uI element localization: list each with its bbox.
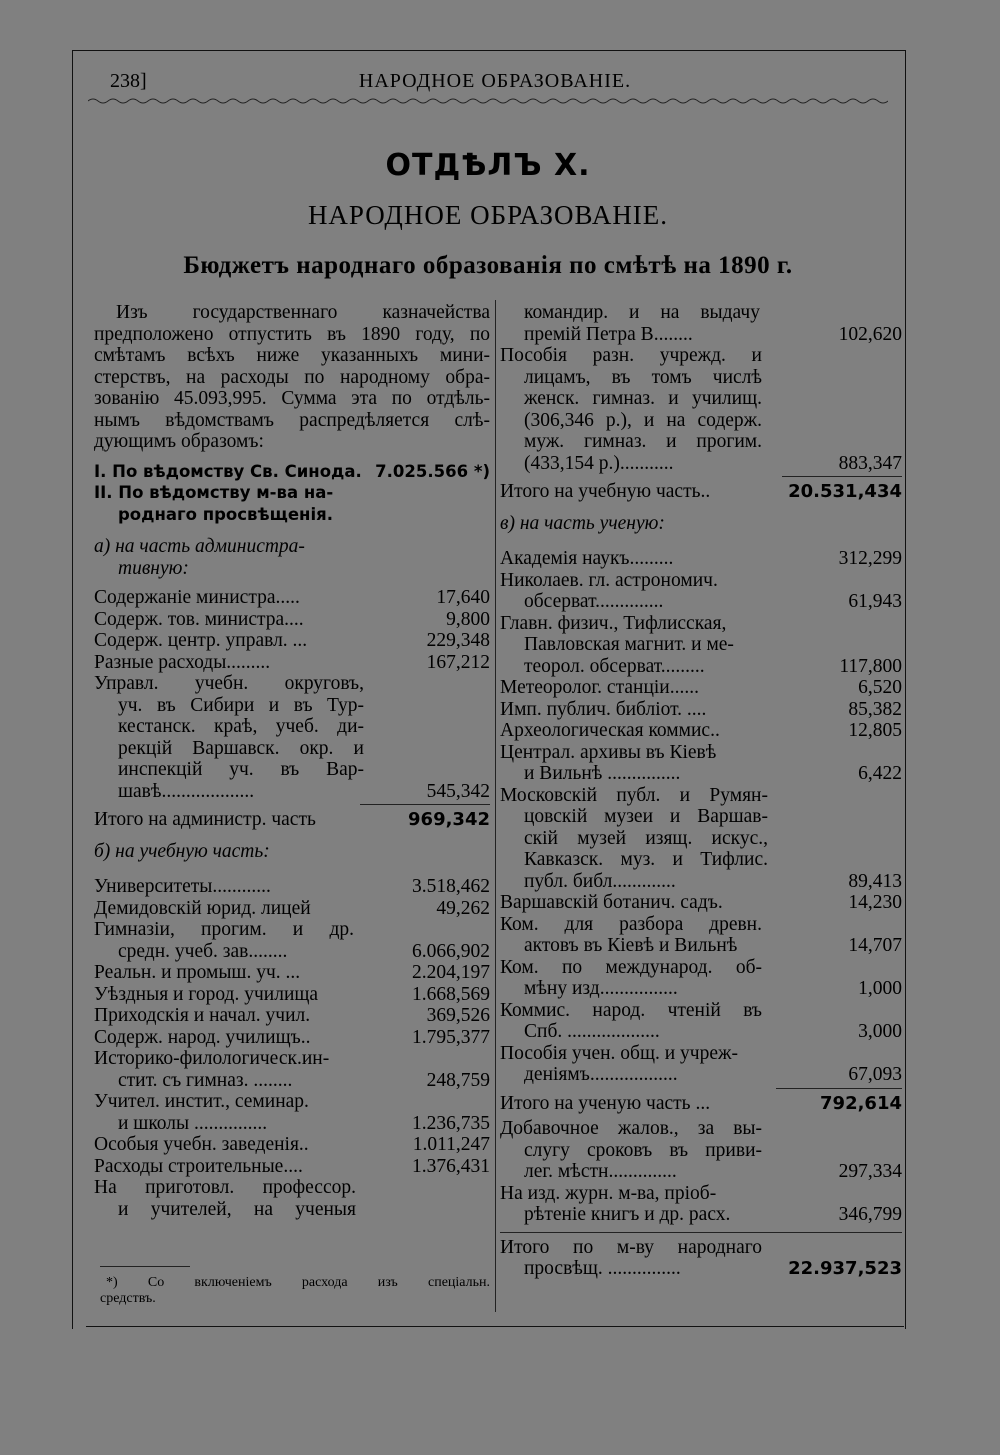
page-frame-bottom [86, 1326, 904, 1327]
admin-total-row [94, 809, 490, 831]
mosk-entry [500, 785, 768, 871]
intro-line: Изъ государственнаго казначейства [116, 302, 490, 323]
section-subtitle: НАРОДНОЕ ОБРАЗОВАНІЕ. [307, 200, 669, 230]
budget-row [500, 978, 902, 1000]
ministry-label-line: II. По вѣдомству м-ва на- [94, 483, 334, 502]
budget-row [94, 1113, 490, 1135]
budget-row [94, 1027, 490, 1049]
entry-line: женск. гимназ. и училищ. [524, 388, 762, 409]
row-label: актовъ въ Кіевѣ и Вильнѣ [524, 935, 738, 956]
sci-heading: в) на часть ученую: [500, 512, 665, 534]
row-label: Расходы строительные.... [94, 1155, 303, 1177]
row-value: 117,800 [839, 655, 902, 677]
edu-total-row [500, 481, 902, 503]
entry-line: командир. и на выдачу [524, 302, 760, 323]
row-label: Содерж. тов. министра.... [94, 608, 304, 630]
entry-line: инспекцій уч. въ Вар- [118, 759, 364, 780]
row-label: лег. мѣстн.............. [524, 1161, 677, 1182]
right-column [500, 302, 902, 1280]
entry-line: (306,346 р.), и на содерж. [524, 409, 762, 431]
row-label: шавѣ................... [118, 780, 255, 802]
row-value: 3,000 [858, 1021, 902, 1042]
row-value: 85,382 [848, 698, 902, 720]
budget-row [500, 656, 902, 678]
row-label: Археологическая коммис.. [500, 720, 720, 741]
row-label: Университеты............ [94, 876, 271, 897]
row-label: средн. учеб. зав........ [118, 940, 288, 962]
row-value: 17,640 [436, 587, 490, 608]
total-label: Итого на ученую часть ... [500, 1092, 711, 1114]
grand-total-value: 22.937,523 [788, 1258, 902, 1279]
row-value: 312,299 [838, 548, 902, 569]
row-value: 14,707 [848, 935, 902, 956]
footnote [100, 1275, 490, 1307]
synod-label: I. По вѣдомству Св. Синода. [94, 461, 362, 481]
synod-value: 7.025.566 *) [375, 461, 490, 481]
admin-heading-line: а) на часть администра- [94, 536, 305, 557]
row-value: 883,347 [838, 452, 902, 474]
row-label: Реальн. и промыш. уч. ... [94, 962, 301, 983]
intro-line: смѣтамъ всѣхъ ниже указанныхъ мини- [94, 345, 490, 366]
row-value: 3.518,462 [412, 876, 490, 897]
row-value: 102,620 [838, 323, 902, 345]
budget-row [500, 1204, 902, 1226]
entry-line: На приготовл. профессор. [94, 1177, 356, 1198]
row-label: Спб. ................... [524, 1021, 660, 1042]
entry-line: Историко-филологическ.ин- [94, 1048, 330, 1069]
intro-line: предположено отпустить въ 1890 году, по [94, 323, 490, 345]
total-label: просвѣщ. ............... [524, 1258, 681, 1279]
left-column [94, 302, 490, 1220]
intro-line: зованію 45.093,995. Сумма эта по отдѣль- [94, 388, 490, 409]
budget-row [500, 1021, 902, 1043]
row-value: 1.376,431 [412, 1155, 490, 1177]
entry-line: Кавказск. муз. и Тифлис. [524, 849, 768, 870]
row-label: мѣну изд................ [524, 978, 678, 999]
row-label: Приходскія и начал. учил. [94, 1005, 311, 1026]
row-value: 6,422 [858, 763, 902, 784]
entry-line: Московскій публ. и Румян- [500, 784, 768, 806]
budget-row [500, 935, 902, 957]
row-value: 12,805 [848, 720, 902, 741]
entry-line: Пособія разн. учрежд. и [500, 345, 762, 366]
budget-row [94, 587, 490, 609]
row-label: Уѣздныя и город. училища [94, 983, 319, 1005]
row-value: 2.204,197 [412, 962, 490, 983]
entry-line: скій музей изящ. искус., [524, 827, 768, 849]
budget-row [94, 876, 490, 898]
budget-row [500, 763, 902, 785]
row-label: Особыя учебн. заведенія.. [94, 1134, 309, 1155]
total-value: 20.531,434 [788, 481, 902, 502]
row-value: 67,093 [848, 1064, 902, 1085]
page-number: 238] [110, 70, 147, 92]
row-label: стит. съ гимназ. ........ [118, 1069, 293, 1091]
row-value: 9,800 [446, 608, 490, 630]
entry-line: цовскій музеи и Варшав- [524, 806, 768, 827]
sum-rule [776, 1088, 902, 1089]
row-label: Содерж. центр. управл. ... [94, 630, 308, 651]
entry-line: Централ. архивы въ Кіевѣ [500, 741, 717, 763]
ministry-label-line: роднаго просвѣщенія. [118, 505, 333, 524]
budget-row [94, 609, 490, 631]
row-value: 1.011,247 [412, 1134, 490, 1155]
row-value: 1,000 [858, 978, 902, 999]
budget-row [500, 677, 902, 699]
budget-row [94, 984, 490, 1006]
row-label: Варшавскій ботанич. садъ. [500, 892, 723, 913]
sum-rule [360, 804, 490, 805]
row-label: (433,154 р.)........... [524, 452, 674, 474]
budget-row [500, 591, 902, 613]
budget-row [500, 453, 902, 475]
footnote-rule [100, 1266, 190, 1267]
entry-line: Добавочное жалов., за вы- [500, 1118, 762, 1139]
total-label: Итого на учебную часть.. [500, 481, 711, 502]
row-label: Демидовскій юрид. лицей [94, 897, 311, 919]
row-label: и Вильнѣ ............... [524, 763, 681, 784]
okrug-entry [94, 673, 364, 781]
row-label: премій Петра В........ [524, 323, 693, 345]
budget-row [94, 1005, 490, 1027]
budget-row [500, 720, 902, 742]
entry-line: и учителей, на ученыя [118, 1198, 356, 1220]
section-title: ОТДѢЛЪ X. [385, 148, 591, 183]
entry-line: Гимназіи, прогим. и др. [94, 919, 354, 940]
budget-row [94, 1070, 490, 1092]
budget-row [94, 1156, 490, 1178]
entry-line: Ком. по международ. об- [500, 956, 762, 978]
budget-row [94, 941, 490, 963]
admin-heading-line: тивную: [118, 557, 189, 579]
row-value: 346,799 [838, 1204, 902, 1225]
intro-paragraph [94, 302, 490, 453]
budget-row [94, 1134, 490, 1156]
entry-line: муж. гимназ. и прогим. [524, 431, 762, 452]
synod-row [94, 461, 490, 483]
entry-line: лицамъ, въ томъ числѣ [524, 366, 762, 388]
total-label: Итого на администр. часть [94, 809, 316, 830]
footnote-line: средствъ. [100, 1291, 156, 1306]
row-label: обсерват.............. [524, 591, 664, 612]
column-divider [495, 300, 496, 1312]
budget-row [94, 630, 490, 652]
row-value: 1.236,735 [412, 1112, 490, 1134]
entry-line: Николаев. гл. астрономич. [500, 569, 718, 591]
row-label: Разные расходы......... [94, 651, 271, 673]
budget-row [500, 548, 902, 570]
budget-row [500, 892, 902, 914]
row-value: 6,520 [858, 677, 902, 698]
row-value: 297,334 [838, 1161, 902, 1182]
row-label: и школы ............... [118, 1112, 268, 1134]
admin-heading [94, 536, 490, 579]
row-value: 248,759 [426, 1069, 490, 1091]
budget-row [500, 871, 902, 893]
ornamental-wavy-rule [88, 96, 888, 106]
budget-row [94, 652, 490, 674]
row-value: 167,212 [426, 651, 490, 673]
running-title: НАРОДНОЕ ОБРАЗОВАНІЕ. [358, 70, 632, 92]
entry-line: уч. въ Сибири и въ Тур- [118, 694, 364, 716]
entry-line: слугу сроковъ въ приви- [524, 1139, 762, 1161]
row-label: Содерж. народ. училищъ.. [94, 1026, 311, 1048]
grand-total-label: Итого по м-ву народнаго [500, 1236, 762, 1258]
row-value: 1.668,569 [412, 983, 490, 1005]
running-head [110, 70, 880, 94]
row-label: деніямъ.................. [524, 1064, 678, 1085]
row-label: Содержаніе министра..... [94, 587, 300, 608]
sci-total-row [500, 1093, 902, 1115]
posob-entry [500, 345, 762, 453]
entry-line: Управл. учебн. округовъ, [94, 673, 364, 694]
entry-line: рекцій Варшавск. окр. и [118, 737, 364, 759]
entry-line: кестанск. краѣ, учеб. ди- [118, 716, 364, 737]
total-value: 969,342 [408, 809, 490, 830]
budget-row [94, 898, 490, 920]
row-label: Имп. публич. библіот. .... [500, 698, 707, 720]
row-label: теорол. обсерват......... [524, 655, 705, 677]
budget-row [94, 781, 490, 803]
budget-row [500, 1064, 902, 1086]
intro-line: стерствъ, на расходы по народному обра- [94, 366, 490, 388]
entry-line: Пособія учен. общ. и учреж- [500, 1042, 738, 1064]
grand-total-row [500, 1258, 902, 1280]
row-value: 6.066,902 [412, 940, 490, 962]
entry-line: Учител. инстит., семинар. [94, 1091, 309, 1112]
entry-line: Коммис. народ. чтеній въ [500, 999, 762, 1021]
entry-line: Ком. для разбора древн. [500, 913, 762, 935]
row-value: 545,342 [426, 780, 490, 802]
budget-heading: Бюджетъ народнаго образованія по смѣтѣ на 1890 г. [183, 252, 793, 279]
row-value: 89,413 [848, 870, 902, 892]
edu-heading: б) на учебную часть: [94, 840, 270, 862]
ministry-label [94, 482, 490, 526]
row-label: Академія наукъ......... [500, 548, 674, 569]
row-value: 61,943 [848, 591, 902, 612]
row-label: рѣтеніе книгъ и др. расх. [524, 1204, 731, 1225]
footnote-line: *) Со включеніемъ расхода изъ спеціальн. [106, 1275, 490, 1290]
budget-row [500, 324, 902, 346]
row-value: 49,262 [436, 897, 490, 919]
total-value: 792,614 [820, 1092, 902, 1114]
entry-line: Главн. физич., Тифлисская, [500, 612, 727, 634]
entry-line: Павловская магнит. и ме- [524, 634, 734, 655]
budget-row [500, 1161, 902, 1183]
intro-line: нымъ вѣдомствамъ распредѣляется слѣ- [94, 409, 490, 431]
row-value: 14,230 [848, 892, 902, 913]
row-value: 1.795,377 [412, 1026, 490, 1048]
budget-row [94, 962, 490, 984]
row-label: Метеоролог. станціи...... [500, 677, 699, 698]
budget-row [500, 699, 902, 721]
row-value: 369,526 [426, 1005, 490, 1026]
sum-rule [782, 476, 902, 477]
entry-line: На изд. журн. м-ва, пріоб- [500, 1182, 717, 1204]
row-label: публ. библ............. [524, 870, 676, 892]
row-value: 229,348 [426, 630, 490, 651]
intro-line: дующимъ образомъ: [94, 431, 264, 452]
